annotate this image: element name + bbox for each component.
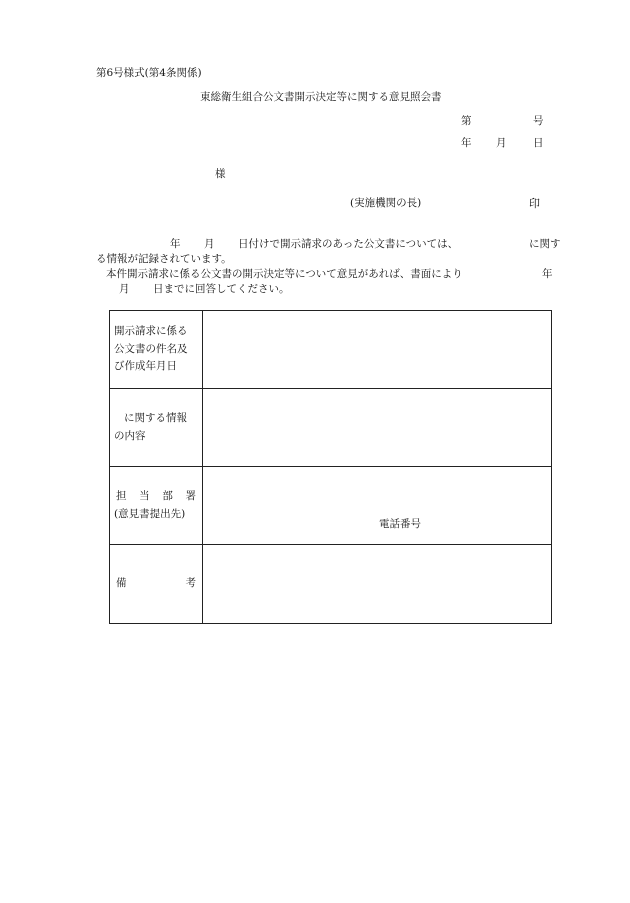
information-content-label (110, 389, 203, 466)
remarks-label (110, 545, 203, 623)
label-line: に関する情報 (124, 412, 187, 424)
remarks-label-line (114, 575, 198, 593)
inquiry-table (109, 310, 552, 624)
label-line (114, 341, 198, 359)
addressee-suffix: 様 (215, 168, 226, 180)
table-row-department (110, 467, 551, 545)
form-number: 第6号様式(第4条関係) (96, 67, 202, 79)
body-text (96, 238, 570, 298)
table-row-document-subject (110, 311, 551, 389)
body-line-2-text: る情報が記録されています。 (96, 253, 232, 265)
body-line-1 (96, 238, 570, 253)
department-field[interactable] (203, 467, 551, 544)
date-day-label: 日 (533, 137, 544, 149)
label-text: び作成年月日 (114, 360, 177, 373)
body-reply-year-label: 年 (542, 268, 553, 280)
document-subject-label (110, 311, 203, 388)
information-content-field[interactable] (203, 389, 551, 466)
document-title: 東総衛生組合公文書開示決定等に関する意見照会書 (200, 91, 442, 103)
body-line-1-text: 日付けで開示請求のあった公文書については、 (238, 238, 459, 250)
label-char: 担 (116, 490, 127, 502)
body-line-1-end: に関す (529, 238, 561, 250)
date-month-label: 月 (496, 137, 507, 149)
label-line: の内容 (114, 429, 146, 442)
sender-title: (実施機関の長) (350, 197, 422, 209)
department-label-line (114, 488, 198, 506)
body-month-label: 月 (204, 238, 215, 250)
label-text: 開示請求に係る (114, 325, 188, 338)
label-char: 署 (185, 490, 196, 502)
body-year-label: 年 (170, 238, 181, 250)
body-line-3-text: 本件開示請求に係る公文書の開示決定等について意見があれば、書面により (106, 268, 463, 280)
table-row-information-content (110, 389, 551, 467)
remarks-field[interactable] (203, 545, 551, 623)
body-reply-month-label: 月 (119, 283, 130, 295)
phone-number-label: 電話番号 (379, 518, 421, 530)
body-line-3 (96, 268, 570, 283)
label-char: 備 (116, 577, 127, 590)
document-subject-field[interactable] (203, 311, 551, 388)
label-line (114, 323, 198, 341)
document-number-prefix: 第 (461, 115, 472, 127)
label-line (114, 358, 198, 376)
label-char: 当 (139, 490, 150, 502)
department-sublabel: (意見書提出先) (114, 507, 186, 520)
department-label (110, 467, 203, 544)
date-year-label: 年 (461, 137, 472, 149)
table-row-remarks (110, 545, 551, 623)
label-char: 考 (185, 577, 196, 590)
seal-mark: 印 (529, 197, 540, 210)
body-line-2 (96, 253, 570, 268)
body-line-4-text: 日までに回答してください。 (153, 283, 290, 295)
label-text: 公文書の件名及 (114, 342, 188, 355)
document-number-suffix: 号 (533, 115, 544, 127)
body-line-4 (96, 283, 570, 298)
label-char: 部 (162, 490, 173, 502)
